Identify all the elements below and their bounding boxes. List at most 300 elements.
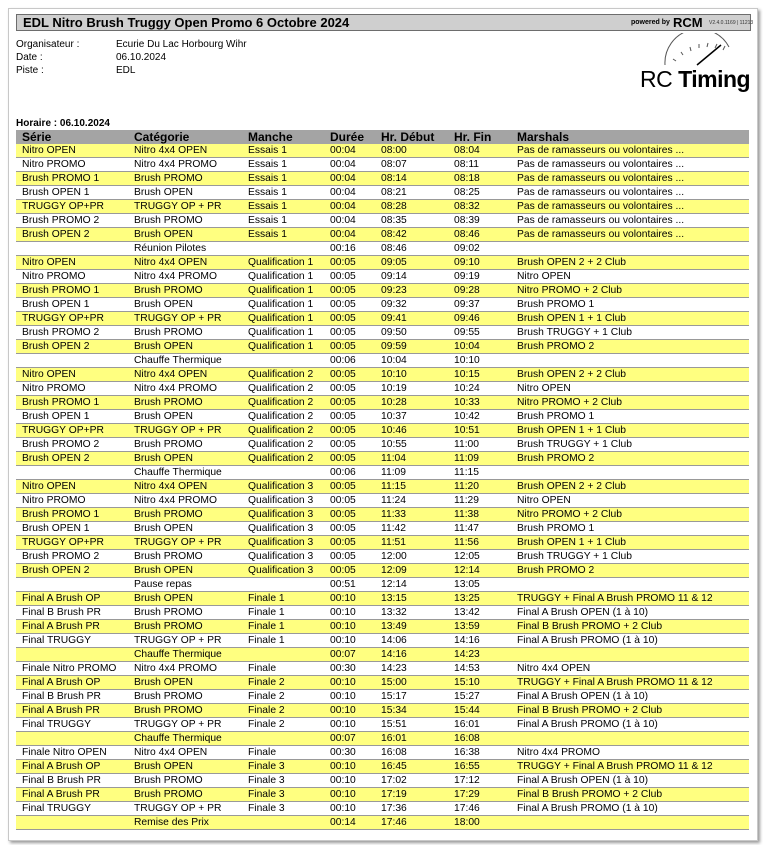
- cell-hr-fin: 09:37: [448, 298, 511, 312]
- cell-categorie: Nitro 4x4 PROMO: [128, 494, 242, 508]
- cell-serie: Brush PROMO 1: [16, 284, 128, 298]
- cell-duree: 00:06: [324, 466, 375, 480]
- cell-serie: Final A Brush PR: [16, 704, 128, 718]
- cell-serie: Brush PROMO 2: [16, 326, 128, 340]
- cell-categorie: Nitro 4x4 OPEN: [128, 256, 242, 270]
- table-row: [16, 158, 749, 172]
- cell-serie: TRUGGY OP+PR: [16, 312, 128, 326]
- report-page: [8, 8, 758, 841]
- table-row: [16, 662, 749, 676]
- table-row: [16, 704, 749, 718]
- table-row: [16, 452, 749, 466]
- cell-manche: Qualification 2: [242, 452, 324, 466]
- cell-hr-debut: 08:00: [375, 144, 448, 158]
- cell-manche: Finale 3: [242, 788, 324, 802]
- cell-hr-debut: 10:28: [375, 396, 448, 410]
- table-row: [16, 424, 749, 438]
- cell-hr-fin: 10:33: [448, 396, 511, 410]
- cell-manche: Qualification 3: [242, 494, 324, 508]
- cell-hr-debut: 11:42: [375, 522, 448, 536]
- cell-categorie: Brush OPEN: [128, 228, 242, 242]
- cell-marshals: [511, 816, 749, 830]
- cell-categorie: TRUGGY OP + PR: [128, 536, 242, 550]
- cell-marshals: [511, 578, 749, 592]
- cell-serie: Brush OPEN 2: [16, 452, 128, 466]
- cell-hr-fin: 14:23: [448, 648, 511, 662]
- cell-serie: Final B Brush PR: [16, 606, 128, 620]
- cell-categorie: Brush OPEN: [128, 564, 242, 578]
- cell-marshals: Brush PROMO 2: [511, 340, 749, 354]
- cell-marshals: Nitro OPEN: [511, 270, 749, 284]
- cell-categorie: Brush PROMO: [128, 214, 242, 228]
- table-row: [16, 256, 749, 270]
- cell-categorie: Nitro 4x4 PROMO: [128, 158, 242, 172]
- cell-hr-fin: 17:46: [448, 802, 511, 816]
- cell-hr-fin: 08:39: [448, 214, 511, 228]
- cell-duree: 00:05: [324, 256, 375, 270]
- cell-categorie: Brush PROMO: [128, 172, 242, 186]
- cell-marshals: [511, 732, 749, 746]
- table-row: [16, 620, 749, 634]
- cell-manche: Essais 1: [242, 158, 324, 172]
- table-row: [16, 284, 749, 298]
- cell-serie: Final TRUGGY: [16, 634, 128, 648]
- cell-serie: Final A Brush PR: [16, 620, 128, 634]
- cell-serie: Nitro OPEN: [16, 368, 128, 382]
- cell-serie: Final B Brush PR: [16, 774, 128, 788]
- cell-hr-debut: 12:14: [375, 578, 448, 592]
- cell-categorie: Chauffe Thermique: [128, 732, 242, 746]
- cell-hr-debut: 11:51: [375, 536, 448, 550]
- cell-duree: 00:10: [324, 606, 375, 620]
- cell-manche: Qualification 2: [242, 424, 324, 438]
- cell-categorie: Nitro 4x4 PROMO: [128, 382, 242, 396]
- cell-manche: [242, 466, 324, 480]
- cell-manche: Essais 1: [242, 144, 324, 158]
- cell-categorie: Brush OPEN: [128, 410, 242, 424]
- cell-duree: 00:05: [324, 424, 375, 438]
- cell-duree: 00:16: [324, 242, 375, 256]
- info-label: Date :: [16, 52, 43, 63]
- cell-duree: 00:10: [324, 620, 375, 634]
- cell-duree: 00:10: [324, 704, 375, 718]
- report-title: EDL Nitro Brush Truggy Open Promo 6 Octobre 2024: [23, 15, 350, 30]
- cell-manche: Finale 1: [242, 592, 324, 606]
- cell-categorie: TRUGGY OP + PR: [128, 424, 242, 438]
- cell-manche: Finale 1: [242, 620, 324, 634]
- cell-marshals: Nitro PROMO + 2 Club: [511, 396, 749, 410]
- cell-duree: 00:04: [324, 186, 375, 200]
- cell-categorie: TRUGGY OP + PR: [128, 802, 242, 816]
- cell-categorie: Chauffe Thermique: [128, 648, 242, 662]
- cell-duree: 00:30: [324, 662, 375, 676]
- cell-categorie: Nitro 4x4 OPEN: [128, 144, 242, 158]
- cell-hr-debut: 08:28: [375, 200, 448, 214]
- table-row: [16, 732, 749, 746]
- table-row: [16, 480, 749, 494]
- cell-marshals: TRUGGY + Final A Brush PROMO 11 & 12: [511, 676, 749, 690]
- cell-hr-fin: 18:00: [448, 816, 511, 830]
- table-row: [16, 368, 749, 382]
- cell-hr-debut: 08:46: [375, 242, 448, 256]
- cell-duree: 00:06: [324, 354, 375, 368]
- cell-serie: [16, 578, 128, 592]
- cell-serie: [16, 732, 128, 746]
- cell-marshals: Final B Brush PROMO + 2 Club: [511, 788, 749, 802]
- cell-hr-debut: 09:32: [375, 298, 448, 312]
- table-row: [16, 788, 749, 802]
- cell-hr-debut: 17:19: [375, 788, 448, 802]
- cell-hr-fin: 08:11: [448, 158, 511, 172]
- cell-marshals: Final A Brush OPEN (1 à 10): [511, 774, 749, 788]
- column-header-duree: Durée: [324, 130, 375, 144]
- table-row: [16, 690, 749, 704]
- cell-hr-debut: 17:02: [375, 774, 448, 788]
- table-row: [16, 340, 749, 354]
- cell-marshals: Nitro 4x4 OPEN: [511, 662, 749, 676]
- cell-manche: Qualification 3: [242, 536, 324, 550]
- cell-marshals: [511, 242, 749, 256]
- cell-hr-fin: 08:32: [448, 200, 511, 214]
- cell-manche: Qualification 2: [242, 438, 324, 452]
- cell-hr-debut: 12:09: [375, 564, 448, 578]
- table-row: [16, 634, 749, 648]
- cell-hr-debut: 15:34: [375, 704, 448, 718]
- cell-hr-fin: 11:00: [448, 438, 511, 452]
- cell-hr-debut: 13:15: [375, 592, 448, 606]
- cell-hr-debut: 12:00: [375, 550, 448, 564]
- cell-marshals: Nitro PROMO + 2 Club: [511, 508, 749, 522]
- cell-hr-fin: 13:05: [448, 578, 511, 592]
- table-row: [16, 186, 749, 200]
- cell-hr-fin: 10:51: [448, 424, 511, 438]
- cell-hr-fin: 17:12: [448, 774, 511, 788]
- cell-duree: 00:05: [324, 396, 375, 410]
- cell-hr-fin: 12:14: [448, 564, 511, 578]
- cell-duree: 00:14: [324, 816, 375, 830]
- cell-duree: 00:04: [324, 214, 375, 228]
- cell-serie: Brush OPEN 2: [16, 340, 128, 354]
- cell-duree: 00:05: [324, 480, 375, 494]
- cell-marshals: Pas de ramasseurs ou volontaires ...: [511, 186, 749, 200]
- cell-categorie: Brush OPEN: [128, 676, 242, 690]
- cell-hr-fin: 16:38: [448, 746, 511, 760]
- table-row: [16, 606, 749, 620]
- cell-hr-debut: 10:55: [375, 438, 448, 452]
- table-row: [16, 326, 749, 340]
- cell-manche: Finale 3: [242, 802, 324, 816]
- cell-hr-fin: 10:42: [448, 410, 511, 424]
- cell-duree: 00:10: [324, 802, 375, 816]
- cell-hr-debut: 09:50: [375, 326, 448, 340]
- cell-manche: Qualification 1: [242, 298, 324, 312]
- cell-hr-debut: 10:19: [375, 382, 448, 396]
- table-row: [16, 522, 749, 536]
- cell-hr-debut: 15:17: [375, 690, 448, 704]
- cell-serie: Brush PROMO 1: [16, 508, 128, 522]
- cell-categorie: Brush PROMO: [128, 704, 242, 718]
- table-row: [16, 144, 749, 158]
- cell-marshals: TRUGGY + Final A Brush PROMO 11 & 12: [511, 592, 749, 606]
- table-header-row: [16, 130, 749, 144]
- cell-marshals: Pas de ramasseurs ou volontaires ...: [511, 144, 749, 158]
- cell-duree: 00:05: [324, 438, 375, 452]
- cell-marshals: Brush PROMO 2: [511, 452, 749, 466]
- cell-manche: Qualification 3: [242, 508, 324, 522]
- cell-duree: 00:10: [324, 690, 375, 704]
- cell-marshals: TRUGGY + Final A Brush PROMO 11 & 12: [511, 760, 749, 774]
- cell-categorie: Brush PROMO: [128, 788, 242, 802]
- cell-serie: Brush PROMO 1: [16, 172, 128, 186]
- cell-duree: 00:04: [324, 144, 375, 158]
- logo-text: RC Timing: [640, 66, 751, 92]
- cell-categorie: Nitro 4x4 PROMO: [128, 270, 242, 284]
- cell-serie: Brush OPEN 1: [16, 186, 128, 200]
- table-row: [16, 676, 749, 690]
- cell-manche: [242, 242, 324, 256]
- cell-hr-debut: 17:36: [375, 802, 448, 816]
- cell-serie: Final TRUGGY: [16, 718, 128, 732]
- cell-hr-debut: 08:14: [375, 172, 448, 186]
- cell-serie: Brush PROMO 2: [16, 214, 128, 228]
- cell-marshals: Brush PROMO 1: [511, 298, 749, 312]
- schedule-table: [16, 130, 749, 830]
- cell-categorie: TRUGGY OP + PR: [128, 312, 242, 326]
- cell-hr-debut: 08:21: [375, 186, 448, 200]
- cell-hr-fin: 16:08: [448, 732, 511, 746]
- cell-serie: Nitro PROMO: [16, 158, 128, 172]
- table-row: [16, 214, 749, 228]
- cell-hr-debut: 14:06: [375, 634, 448, 648]
- cell-serie: Brush OPEN 1: [16, 522, 128, 536]
- cell-manche: Qualification 2: [242, 410, 324, 424]
- cell-manche: Finale 3: [242, 760, 324, 774]
- cell-duree: 00:05: [324, 564, 375, 578]
- cell-hr-debut: 14:23: [375, 662, 448, 676]
- cell-marshals: Final A Brush PROMO (1 à 10): [511, 802, 749, 816]
- cell-categorie: Brush PROMO: [128, 396, 242, 410]
- cell-manche: Finale 1: [242, 634, 324, 648]
- cell-serie: Brush PROMO 2: [16, 550, 128, 564]
- title-bar: [16, 14, 754, 31]
- cell-manche: Qualification 1: [242, 256, 324, 270]
- cell-manche: [242, 732, 324, 746]
- cell-hr-debut: 10:10: [375, 368, 448, 382]
- cell-serie: Brush OPEN 2: [16, 564, 128, 578]
- cell-hr-fin: 09:19: [448, 270, 511, 284]
- rc-timing-logo: [637, 33, 751, 93]
- cell-serie: Final B Brush PR: [16, 690, 128, 704]
- cell-hr-fin: 10:04: [448, 340, 511, 354]
- cell-duree: 00:05: [324, 508, 375, 522]
- cell-duree: 00:10: [324, 592, 375, 606]
- cell-marshals: Brush OPEN 1 + 1 Club: [511, 536, 749, 550]
- cell-hr-debut: 11:15: [375, 480, 448, 494]
- cell-serie: Nitro PROMO: [16, 382, 128, 396]
- cell-categorie: TRUGGY OP + PR: [128, 634, 242, 648]
- cell-hr-debut: 16:01: [375, 732, 448, 746]
- cell-categorie: Brush OPEN: [128, 760, 242, 774]
- cell-serie: Brush OPEN 1: [16, 410, 128, 424]
- cell-hr-debut: 11:09: [375, 466, 448, 480]
- cell-duree: 00:30: [324, 746, 375, 760]
- table-row: [16, 816, 749, 830]
- cell-serie: [16, 648, 128, 662]
- cell-hr-debut: 08:07: [375, 158, 448, 172]
- cell-duree: 00:51: [324, 578, 375, 592]
- cell-serie: Nitro OPEN: [16, 144, 128, 158]
- cell-manche: Finale 2: [242, 690, 324, 704]
- cell-hr-fin: 12:05: [448, 550, 511, 564]
- table-row: [16, 494, 749, 508]
- cell-marshals: Brush OPEN 2 + 2 Club: [511, 256, 749, 270]
- cell-serie: TRUGGY OP+PR: [16, 424, 128, 438]
- cell-hr-fin: 13:59: [448, 620, 511, 634]
- cell-hr-fin: 14:16: [448, 634, 511, 648]
- cell-hr-debut: 10:46: [375, 424, 448, 438]
- cell-duree: 00:04: [324, 158, 375, 172]
- cell-serie: Brush PROMO 2: [16, 438, 128, 452]
- cell-marshals: Pas de ramasseurs ou volontaires ...: [511, 214, 749, 228]
- table-row: [16, 466, 749, 480]
- column-header-manche: Manche: [242, 130, 324, 144]
- cell-marshals: Final A Brush OPEN (1 à 10): [511, 690, 749, 704]
- cell-marshals: Brush PROMO 2: [511, 564, 749, 578]
- cell-hr-debut: 09:14: [375, 270, 448, 284]
- powered-by-label: powered by: [631, 19, 670, 26]
- cell-hr-debut: 10:37: [375, 410, 448, 424]
- column-header-marshals: Marshals: [511, 130, 749, 144]
- cell-duree: 00:05: [324, 452, 375, 466]
- cell-categorie: Brush PROMO: [128, 690, 242, 704]
- cell-categorie: Brush PROMO: [128, 606, 242, 620]
- cell-hr-fin: 16:55: [448, 760, 511, 774]
- cell-hr-fin: 08:04: [448, 144, 511, 158]
- cell-serie: Final A Brush PR: [16, 788, 128, 802]
- info-label: Organisateur :: [16, 39, 80, 50]
- cell-categorie: Nitro 4x4 PROMO: [128, 662, 242, 676]
- cell-serie: [16, 816, 128, 830]
- cell-serie: Final TRUGGY: [16, 802, 128, 816]
- cell-hr-debut: 09:05: [375, 256, 448, 270]
- info-value: EDL: [116, 65, 136, 76]
- cell-categorie: Brush PROMO: [128, 438, 242, 452]
- cell-serie: Brush PROMO 1: [16, 396, 128, 410]
- cell-hr-debut: 10:04: [375, 354, 448, 368]
- table-row: [16, 718, 749, 732]
- cell-manche: Essais 1: [242, 200, 324, 214]
- version-label: V2.4.0.1169 | 11213: [709, 20, 754, 26]
- cell-serie: Final A Brush OP: [16, 760, 128, 774]
- cell-hr-debut: 15:00: [375, 676, 448, 690]
- cell-categorie: Brush PROMO: [128, 326, 242, 340]
- cell-hr-fin: 11:29: [448, 494, 511, 508]
- cell-manche: Qualification 3: [242, 480, 324, 494]
- cell-manche: Essais 1: [242, 228, 324, 242]
- table-row: [16, 354, 749, 368]
- cell-marshals: Nitro OPEN: [511, 494, 749, 508]
- table-row: [16, 550, 749, 564]
- cell-duree: 00:10: [324, 788, 375, 802]
- cell-duree: 00:05: [324, 536, 375, 550]
- cell-manche: Finale 2: [242, 676, 324, 690]
- cell-manche: Finale 2: [242, 718, 324, 732]
- cell-manche: Qualification 3: [242, 564, 324, 578]
- cell-manche: [242, 578, 324, 592]
- cell-marshals: Nitro 4x4 PROMO: [511, 746, 749, 760]
- cell-duree: 00:10: [324, 760, 375, 774]
- cell-marshals: Brush OPEN 2 + 2 Club: [511, 480, 749, 494]
- cell-manche: Qualification 1: [242, 312, 324, 326]
- cell-serie: TRUGGY OP+PR: [16, 200, 128, 214]
- cell-categorie: Nitro 4x4 OPEN: [128, 746, 242, 760]
- cell-marshals: [511, 354, 749, 368]
- cell-categorie: Remise des Prix: [128, 816, 242, 830]
- cell-marshals: Brush TRUGGY + 1 Club: [511, 326, 749, 340]
- cell-categorie: Brush OPEN: [128, 522, 242, 536]
- cell-hr-fin: 11:56: [448, 536, 511, 550]
- cell-manche: Finale 3: [242, 774, 324, 788]
- table-row: [16, 438, 749, 452]
- cell-duree: 00:05: [324, 550, 375, 564]
- cell-marshals: Brush TRUGGY + 1 Club: [511, 438, 749, 452]
- cell-manche: [242, 816, 324, 830]
- cell-hr-debut: 08:35: [375, 214, 448, 228]
- table-row: [16, 802, 749, 816]
- cell-manche: Finale 1: [242, 606, 324, 620]
- table-row: [16, 746, 749, 760]
- cell-hr-fin: 16:01: [448, 718, 511, 732]
- cell-duree: 00:10: [324, 718, 375, 732]
- cell-manche: Qualification 1: [242, 270, 324, 284]
- cell-categorie: Brush OPEN: [128, 340, 242, 354]
- cell-hr-debut: 16:45: [375, 760, 448, 774]
- cell-manche: Essais 1: [242, 214, 324, 228]
- cell-serie: [16, 354, 128, 368]
- cell-hr-fin: 10:15: [448, 368, 511, 382]
- cell-categorie: Chauffe Thermique: [128, 466, 242, 480]
- cell-marshals: [511, 466, 749, 480]
- table-row: [16, 508, 749, 522]
- info-value: 06.10.2024: [116, 52, 167, 63]
- cell-categorie: Pause repas: [128, 578, 242, 592]
- cell-hr-fin: 09:28: [448, 284, 511, 298]
- cell-duree: 00:05: [324, 410, 375, 424]
- cell-duree: 00:05: [324, 284, 375, 298]
- cell-manche: Qualification 1: [242, 340, 324, 354]
- cell-hr-fin: 11:20: [448, 480, 511, 494]
- cell-categorie: TRUGGY OP + PR: [128, 200, 242, 214]
- cell-marshals: Brush OPEN 1 + 1 Club: [511, 424, 749, 438]
- cell-hr-fin: 09:10: [448, 256, 511, 270]
- cell-duree: 00:05: [324, 326, 375, 340]
- cell-duree: 00:10: [324, 676, 375, 690]
- table-row: [16, 312, 749, 326]
- table-row: [16, 578, 749, 592]
- schedule-body: [16, 144, 749, 830]
- cell-hr-debut: 11:33: [375, 508, 448, 522]
- cell-categorie: Nitro 4x4 OPEN: [128, 480, 242, 494]
- info-value: Ecurie Du Lac Horbourg Wihr: [116, 39, 247, 50]
- column-header-categorie: Catégorie: [128, 130, 242, 144]
- table-row: [16, 270, 749, 284]
- cell-hr-fin: 11:15: [448, 466, 511, 480]
- cell-hr-debut: 11:04: [375, 452, 448, 466]
- cell-marshals: Final A Brush OPEN (1 à 10): [511, 606, 749, 620]
- table-row: [16, 774, 749, 788]
- cell-manche: Essais 1: [242, 172, 324, 186]
- cell-hr-debut: 13:32: [375, 606, 448, 620]
